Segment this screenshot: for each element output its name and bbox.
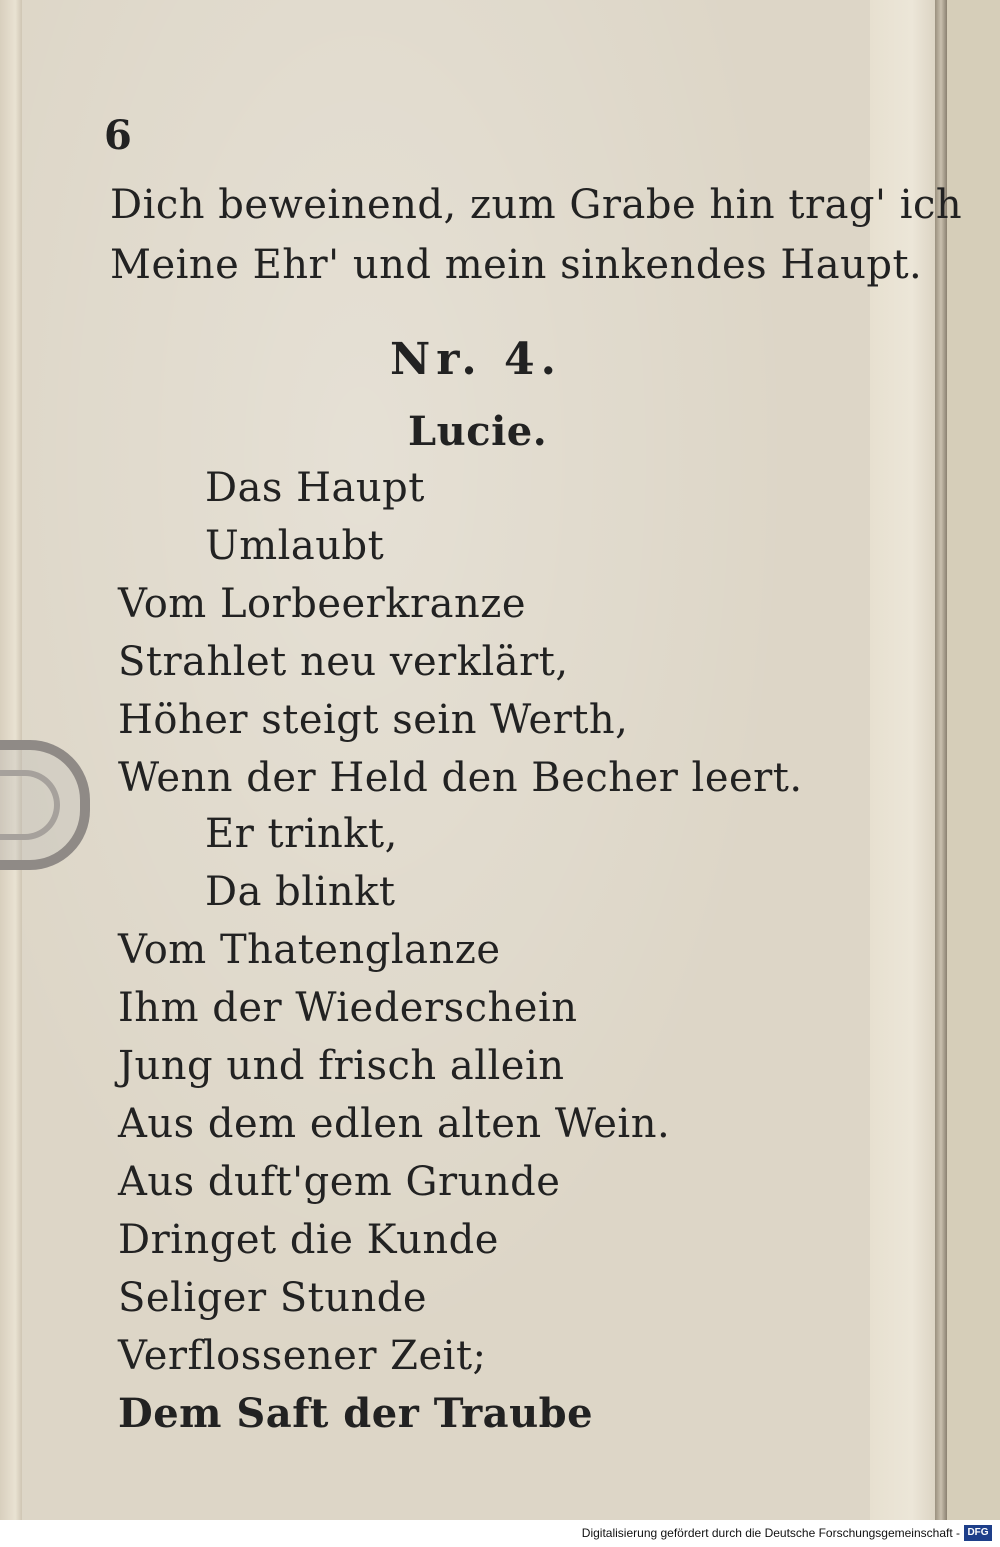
- digitization-footer: [0, 1520, 1000, 1547]
- poem-line: Dringet die Kunde: [118, 1217, 499, 1263]
- poem-line: Wenn der Held den Becher leert.: [118, 755, 803, 801]
- text-line-1: Dich beweinend, zum Grabe hin trag' ich: [110, 182, 963, 228]
- text-line-2: Meine Ehr' und mein sinkendes Haupt.: [110, 242, 923, 288]
- page-gutter: [870, 0, 940, 1520]
- book-binding: [935, 0, 947, 1520]
- page-number: 6: [104, 112, 132, 159]
- poem-line: Höher steigt sein Werth,: [118, 697, 629, 743]
- poem-line: Verflossener Zeit;: [118, 1333, 487, 1379]
- poem-line: Umlaubt: [205, 523, 385, 569]
- funding-credit: Digitalisierung gefördert durch die Deutsche Forschungsgemeinschaft -: [581, 1526, 960, 1540]
- poem-line: Aus dem edlen alten Wein.: [118, 1101, 671, 1147]
- poem-number-heading: Nr. 4.: [390, 334, 562, 385]
- poem-line: Das Haupt: [205, 465, 425, 511]
- poem-line: Da blinkt: [205, 869, 396, 915]
- poem-line: Ihm der Wiederschein: [118, 985, 578, 1031]
- poem-line: Dem Saft der Traube: [118, 1390, 594, 1437]
- poem-line: Vom Thatenglanze: [118, 927, 501, 973]
- poem-line: Aus duft'gem Grunde: [118, 1159, 561, 1205]
- facing-page-edge: [947, 0, 1000, 1520]
- poem-line: Seliger Stunde: [118, 1275, 428, 1321]
- poem-line: Jung und frisch allein: [118, 1043, 565, 1089]
- poem-line: Vom Lorbeerkranze: [118, 581, 526, 627]
- poem-line: Er trinkt,: [205, 811, 398, 857]
- dfg-logo-icon[interactable]: DFG: [964, 1525, 992, 1541]
- poem-line: Strahlet neu verklärt,: [118, 639, 569, 685]
- poem-title-heading: Lucie.: [408, 408, 548, 455]
